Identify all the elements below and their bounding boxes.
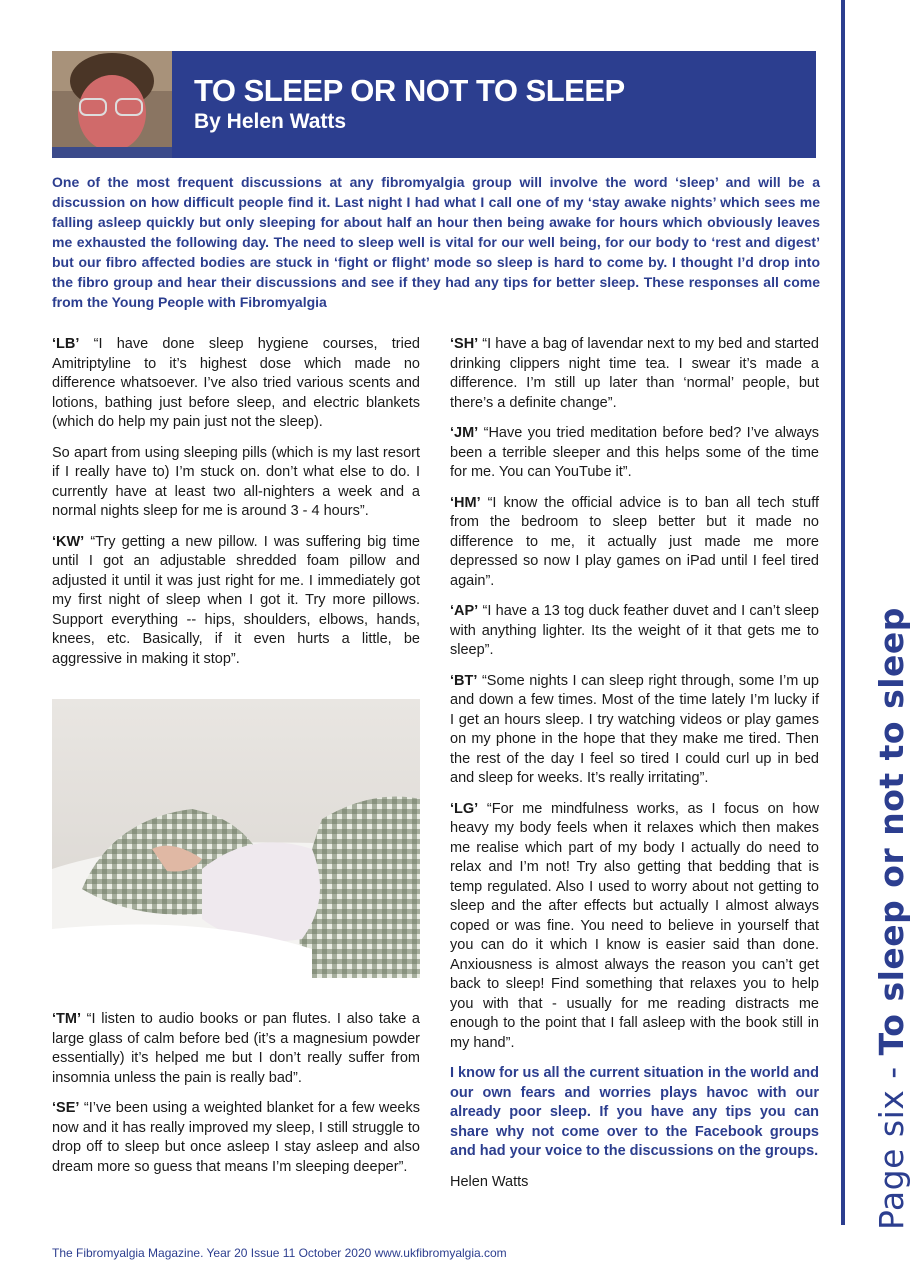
quote-text: “Try getting a new pillow. I was suffering big time until I got an adjustable shredded foam pillow and adjusted it until it was just right for me. I immediately got my first night of sleep when I got it. Try more pillows. Support everything -- hips, shoulders, elbows, hands, knees, etc. Basically, if it even hurts a little, be aggressive in making it stop”. [52, 533, 420, 667]
quote-bt [450, 672, 819, 789]
quote-lb-continued: So apart from using sleeping pills (which is my last resort if I really have to) I’m stuck on. don’t what else to do. I currently have at least two all-nighters a week and a normal nights sleep for me is around 3 - 4 hours”. [52, 444, 420, 519]
quote-kw [52, 533, 420, 670]
author-signature: Helen Watts [450, 1173, 529, 1190]
quote-text: “I listen to audio books or pan flutes. I also take a large glass of calm before bed (it’s a magnesium powder essentially) it’s helped me but I don’t really suffer from insomnia unless the pain is really bad”. [52, 1011, 420, 1086]
quote-text: “For me mindfulness works, as I focus on how heavy my body feels when it relaxes which then makes me realise which part of my body I actually do need to relax and I’m not! Try also getting that bedding that is temp regulated. Also I used to worry about not getting to sleep and the after effects but actually I almost always coped or was fine. You need to believe in yourself that you can do it which I know is easier said than done. Anxiousness is almost always the reason you can’t get back to sleep! Find something that relaxes you to help you with that - usually for me reading distracts me enough to the point that I fall asleep with the book still in my hand”. [450, 800, 819, 1051]
side-page-number: Page six [872, 1089, 911, 1230]
quote-lb [52, 335, 420, 433]
quote-tag: ‘KW’ [52, 533, 85, 550]
quote-tag: ‘SH’ [450, 336, 479, 352]
quote-tag: ‘AP’ [450, 603, 479, 619]
article-byline: By Helen Watts [194, 110, 347, 133]
quote-tag: ‘TM’ [52, 1011, 81, 1027]
quote-tag: ‘BT’ [450, 672, 478, 689]
right-column [450, 335, 819, 1203]
left-column-top [52, 335, 420, 680]
closing-paragraph: I know for us all the current situation in the world and our own fears and worries plays havoc with our already poor sleep. If you have any tips you can share why not come over to the Facebook groups and had your voice to the discussions on the groups. [450, 1065, 819, 1159]
quote-tag: ‘LG’ [450, 800, 479, 817]
quote-se [52, 1099, 420, 1177]
quote-tag: ‘LB’ [52, 336, 80, 352]
quote-tm [52, 1010, 420, 1088]
intro-paragraph: One of the most frequent discussions at any fibromyalgia group will involve the word ‘sleep’ and will be a discussion on how difficult people find it. Last night I had what I call one of my ‘stay awake nights’ which sees me falling asleep quickly but only sleeping for about half an hour then being awake for hours which obviously leaves me exhausted the following day. The need to sleep well is vital for our well being, for our body to ‘rest and digest’ but our fibro affected bodies are stuck in ‘fight or flight’ mode so sleep is hard to come by. I thought I’d drop into the fibro group and hear their discussions and see if they had any tips for better sleep. These responses all come from the Young People with Fibromyalgia [52, 174, 820, 310]
quote-text: “Some nights I can sleep right through, some I’m up and down a few times. Most of the time lately I’m lucky if I get an hours sleep. I try watching videos or play games on my phone in the hope that they make me tired. Then the rest of the day I feel so tired I could curl up in bed and sleep for weeks. It’s really irritating”. [450, 672, 819, 786]
page-footer: The Fibromyalgia Magazine. Year 20 Issue 11 October 2020 www.ukfibromyalgia.com [52, 1246, 507, 1260]
quote-text: “Have you tried meditation before bed? I’ve always been a terrible sleeper and this helps some of the time for me. You can YouTube it”. [450, 425, 819, 480]
quote-text: “I’ve been using a weighted blanket for a few weeks now and it has really improved my sleep, I still struggle to drop off to sleep but once asleep I stay asleep and also dream more so guess that means I’m sleeping deeper”. [52, 1100, 420, 1175]
left-column-bottom [52, 1010, 420, 1188]
quote-hm [450, 494, 819, 592]
quote-tag: ‘HM’ [450, 494, 481, 511]
side-topic: To sleep or not to sleep [872, 607, 911, 1056]
author-photo [52, 51, 172, 158]
quote-tag: ‘SE’ [52, 1100, 80, 1116]
quote-text: “I have a 13 tog duck feather duvet and I can’t sleep with anything lighter. Its the weight of it that gets me to sleep”. [450, 603, 819, 658]
side-separator: - [872, 1055, 911, 1090]
sleep-photo [52, 699, 420, 978]
quote-ap [450, 602, 819, 661]
article-title: TO SLEEP OR NOT TO SLEEP [194, 73, 625, 108]
quote-jm [450, 424, 819, 483]
vertical-rule [841, 0, 845, 1225]
quote-text: “I have done sleep hygiene courses, tried Amitriptyline to it’s highest dose which made no difference whatsoever. I’ve also tried various scents and lotions, bathing just before sleep, and electric blankets (which do help my pain just not the sleep). [52, 336, 420, 430]
quote-lg [450, 800, 819, 1054]
quote-tag: ‘JM’ [450, 425, 479, 441]
side-page-label [872, 607, 911, 1230]
quote-sh [450, 335, 819, 413]
quote-text: “I know the official advice is to ban all tech stuff from the bedroom to sleep better but it made no difference to me, it actually just made me more depressed so now I play games on iPad until I feel tired again”. [450, 494, 819, 589]
quote-text: “I have a bag of lavendar next to my bed and started drinking clippers night time tea. I swear it’s made a difference. I’m still up later than ‘normal’ people, but there’s a definite change”. [450, 336, 819, 411]
